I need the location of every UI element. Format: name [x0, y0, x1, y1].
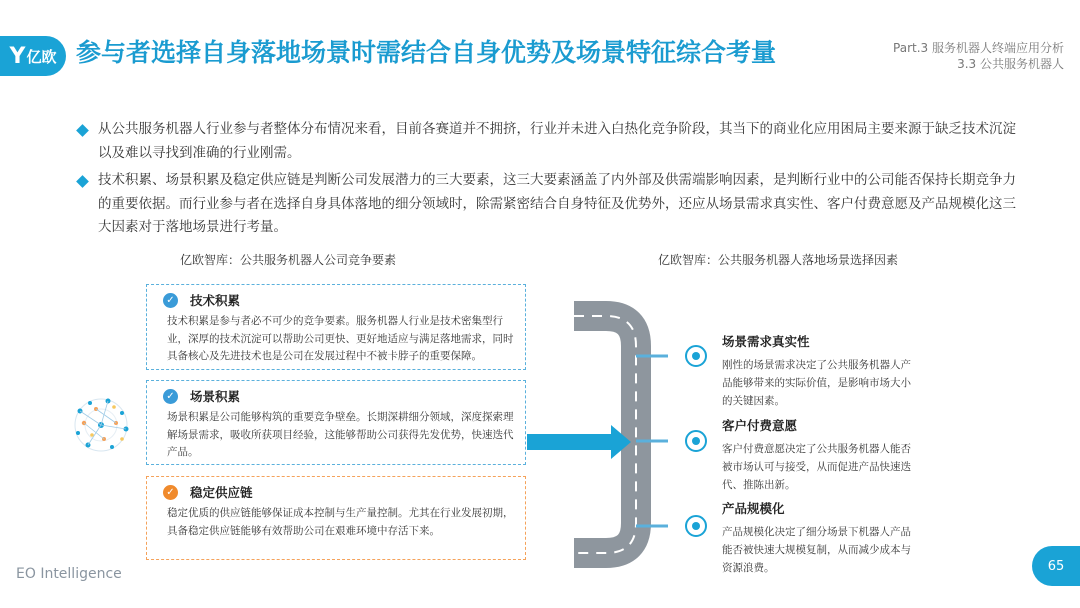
box-desc: 技术积累是参与者必不可少的竞争要素。服务机器人行业是技术密集型行业，深厚的技术沉淀可以帮助公司更快、更好地适应与满足落地需求，同时具备核心及先进技术也是公司在发展过程中不被卡脖子的重要保障。	[167, 315, 514, 362]
logo-text: 亿欧	[26, 47, 57, 66]
network-globe-icon	[68, 393, 134, 457]
check-icon: ✓	[163, 389, 178, 404]
page-number: 65	[1032, 546, 1080, 586]
left-panel-subtitle: 亿欧智库：公共服务机器人公司竞争要素	[180, 253, 397, 267]
footer-brand: EO Intelligence	[16, 566, 122, 582]
factor-box-scene	[146, 380, 526, 465]
bullet-item	[76, 169, 1016, 240]
logo-y-icon: Y	[9, 43, 26, 69]
box-header	[163, 387, 515, 405]
box-desc: 稳定优质的供应链能够保证成本控制与生产量控制。尤其在行业发展初期，具备稳定供应链能够有效帮助公司在艰难环境中存活下来。	[167, 507, 514, 537]
box-desc: 场景积累是公司能够构筑的重要竞争壁垒。长期深耕细分领域，深度探索理解场景需求，吸收所获项目经验，这能够帮助公司获得先发优势，快速迭代产品。	[167, 411, 514, 458]
bullet-text: 从公共服务机器人行业参与者整体分布情况来看，目前各赛道并不拥挤，行业并未进入白热化竞争阶段，其当下的商业化应用困局主要来源于缺乏技术沉淀以及难以寻找到准确的行业刚需。	[98, 121, 1016, 161]
location-pin-icon	[686, 346, 706, 366]
location-pin-icon	[686, 431, 706, 451]
flow-arrow-icon	[527, 425, 633, 459]
right-panel-subtitle: 亿欧智库：公共服务机器人落地场景选择因素	[658, 253, 899, 267]
part-label: Part.3 服务机器人终端应用分析	[893, 41, 1064, 55]
factor-label: 产品规模化	[722, 501, 785, 516]
factor-box-tech	[146, 284, 526, 370]
subsection-label: 3.3 公共服务机器人	[957, 57, 1064, 71]
factor-desc: 产品规模化决定了细分场景下机器人产品能否被快速大规模复制，从而减少成本与资源浪费。	[722, 526, 911, 574]
diamond-bullet-icon	[76, 175, 89, 188]
diamond-bullet-icon	[76, 124, 89, 137]
factor-desc: 刚性的场景需求决定了公共服务机器人产品能够带来的实际价值，是影响市场大小的关键因素。	[722, 359, 911, 407]
bullet-list	[76, 118, 1016, 244]
brand-logo	[0, 36, 66, 76]
box-label: 技术积累	[190, 293, 241, 308]
location-pin-icon	[686, 516, 706, 536]
section-tag	[893, 40, 1064, 72]
bullet-item	[76, 118, 1016, 165]
check-icon: ✓	[163, 293, 178, 308]
box-header	[163, 483, 515, 501]
bullet-text: 技术积累、场景积累及稳定供应链是判断公司发展潜力的三大要素，这三大要素涵盖了内外部及供需端影响因素，是判断行业中的公司能否保持长期竞争力的重要依据。而行业参与者在选择自身具体落地的细分领域时，除需紧密结合自身特征及优势外，还应从场景需求真实性、客户付费意愿及产品规模化这三大因素对于落地场景进行考量。	[98, 172, 1016, 235]
factor-box-supply	[146, 476, 526, 560]
page-title: 参与者选择自身落地场景时需结合自身优势及场景特征综合考量	[76, 38, 777, 67]
location-pins	[684, 318, 714, 548]
selection-factor-scale	[722, 499, 912, 577]
box-label: 场景积累	[190, 389, 241, 404]
factor-label: 场景需求真实性	[722, 334, 810, 349]
factor-desc: 客户付费意愿决定了公共服务机器人能否被市场认可与接受，从而促进产品快速迭代、推陈出新。	[722, 443, 911, 491]
box-label: 稳定供应链	[190, 485, 253, 500]
check-icon: ✓	[163, 485, 178, 500]
selection-factor-demand	[722, 332, 912, 410]
factor-label: 客户付费意愿	[722, 418, 798, 433]
selection-factor-payment	[722, 416, 912, 494]
box-header	[163, 291, 515, 309]
